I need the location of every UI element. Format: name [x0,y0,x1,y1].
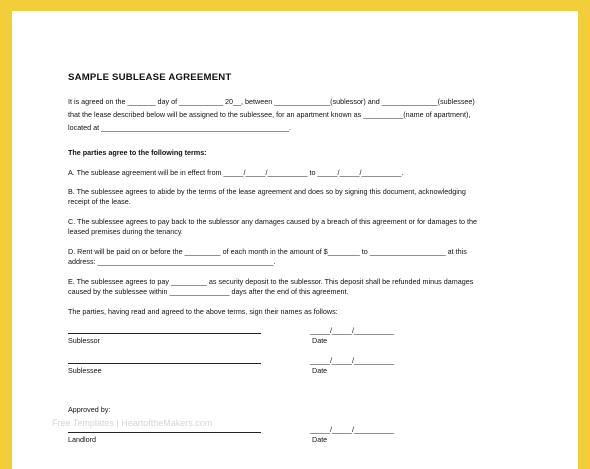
document-title: SAMPLE SUBLEASE AGREEMENT [68,72,232,83]
landlord-date-line[interactable]: _____/_____/__________ [310,425,394,434]
sublessee-signature-line[interactable] [68,363,261,364]
intro-line-3: located at _______________________________________________. [68,123,292,132]
sublessor-signature-line[interactable] [68,333,261,334]
clause-c-line-1: C. The sublessee agrees to pay back to the sublessor any damages caused by a breach of this agreement or for damages to the [68,217,477,226]
landlord-signature-line[interactable] [68,432,261,433]
intro-line-1: It is agreed on the _______ day of ___________ 20__, between ______________(sublessor) and ______________(sublessee) [68,97,475,106]
terms-heading: The parties agree to the following terms: [68,148,207,157]
clause-a: A. The sublease agreement will be in effect from _____/_____/__________ to _____/_____/__________. [68,168,404,177]
clause-e-line-1: E. The sublessee agrees to pay _________ as security deposit to the sublessor. This deposit shall be refunded minus damages [68,277,474,286]
approved-by-label: Approved by: [68,405,111,414]
sublessor-label: Sublessor [68,336,100,345]
document-page [12,11,578,469]
sublessee-date-line[interactable]: _____/_____/__________ [310,356,394,365]
clause-d-line-1: D. Rent will be paid on or before the _________ of each month in the amount of $________ to ___________________ at this [68,247,467,256]
watermark-text: Free Templates | HeartoftheMakers.com [52,418,213,428]
clause-b-line-1: B. The sublessee agrees to abide by the terms of the lease agreement and does so by signing this document, acknowledging [68,187,466,196]
sublessor-date-line[interactable]: _____/_____/__________ [310,326,394,335]
sublessee-date-label: Date [312,366,328,375]
intro-line-2: that the lease described below will be assigned to the sublessee, for an apartment known as __________(name of apartment), [68,110,471,119]
clause-b-line-2: receipt of the lease. [68,197,131,206]
landlord-label: Landlord [68,435,96,444]
clause-d-line-2: address: ____________________________________________. [68,257,276,266]
clause-c-line-2: leased premises during the tenancy. [68,227,183,236]
clause-e-line-2: caused by the sublessee within _______________ days after the end of this agreement. [68,287,349,296]
landlord-date-label: Date [312,435,328,444]
sublessor-date-label: Date [312,336,328,345]
sublessee-label: Sublessee [68,366,102,375]
closing-statement: The parties, having read and agreed to the above terms, sign their names as follows: [68,307,338,316]
